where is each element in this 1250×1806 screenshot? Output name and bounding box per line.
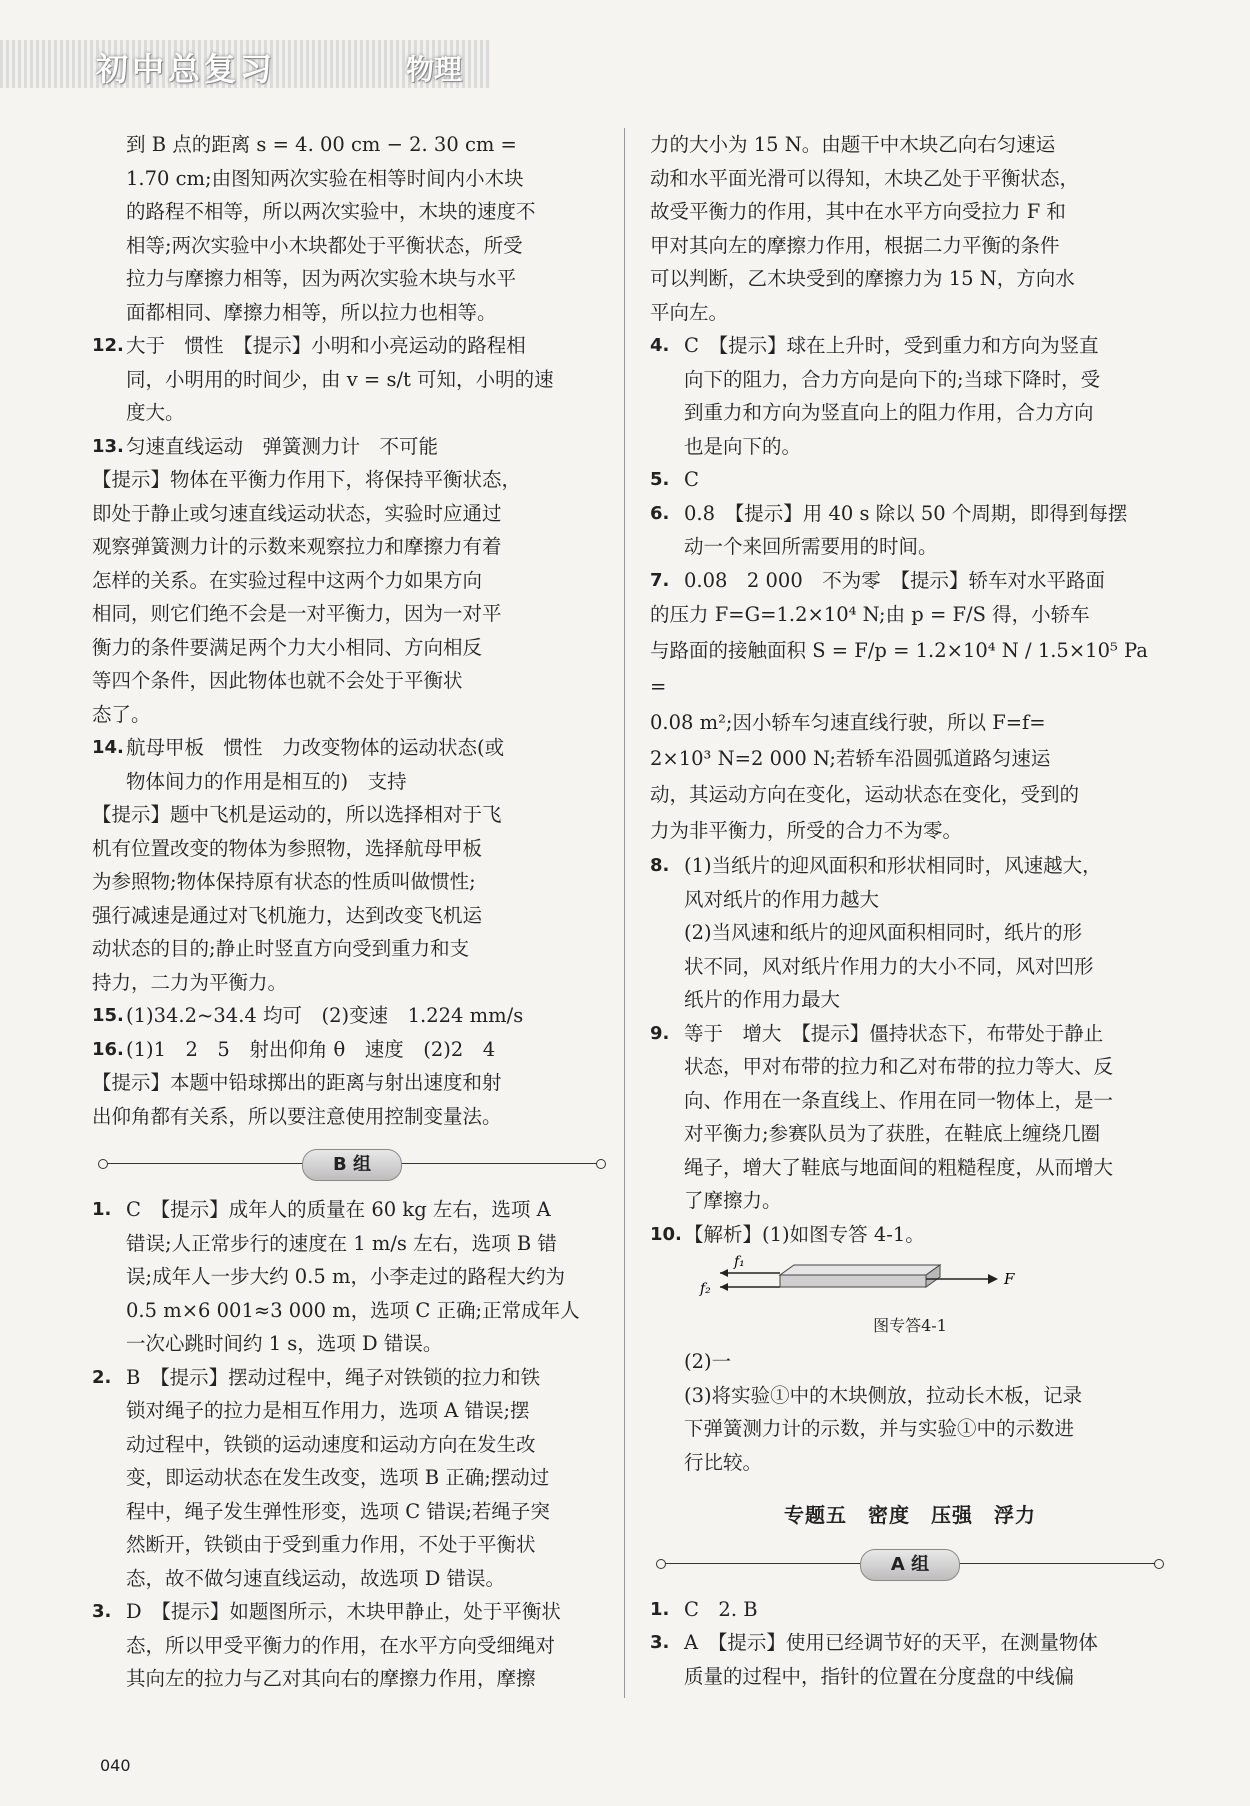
paragraph bbox=[650, 1345, 1170, 1479]
text-line: 【解析】(1)如图专答 4-1。 bbox=[684, 1222, 925, 1246]
question-number: 7. bbox=[650, 569, 670, 591]
group-label: A 组 bbox=[860, 1549, 960, 1581]
answer-12 bbox=[92, 329, 612, 430]
answer-9 bbox=[650, 1017, 1170, 1218]
question-number: 1. bbox=[92, 1199, 112, 1220]
topic-title: 专题五 密度 压强 浮力 bbox=[784, 1503, 1036, 1527]
text-line: 等四个条件，因此物体也就不会处于平衡状 bbox=[92, 669, 463, 692]
text-line: 物体间力的作用是相互的) 支持 bbox=[126, 769, 407, 793]
text-line: C 【提示】球在上升时，受到重力和方向为竖直 bbox=[684, 334, 1099, 357]
text-line: 态，所以甲受平衡力的作用，在水平方向受细绳对 bbox=[126, 1633, 556, 1657]
text-line: 0.08 m²;因小轿车匀速直线行驶，所以 F=f= bbox=[650, 711, 1046, 734]
divider-dot bbox=[596, 1159, 606, 1169]
text-line: 错误;人正常步行的速度在 1 m/s 左右，选项 B 错 bbox=[126, 1231, 557, 1255]
text-line: C 2. B bbox=[684, 1597, 758, 1621]
divider-dot bbox=[1154, 1559, 1164, 1569]
hint-paragraph bbox=[650, 597, 1170, 849]
text-line: 等于 增大 【提示】僵持状态下，布带处于静止 bbox=[684, 1021, 1104, 1045]
text-line: 锁对绳子的拉力是相互作用力，选项 A 错误;摆 bbox=[126, 1399, 530, 1422]
text-line: 程中，绳子发生弹性形变，选项 C 错误;若绳子突 bbox=[126, 1499, 550, 1523]
force-diagram-svg bbox=[690, 1251, 1050, 1321]
answer-a1 bbox=[650, 1593, 1170, 1627]
text-line: 动状态的目的;静止时竖直方向受到重力和支 bbox=[92, 937, 470, 960]
text-line: 力的大小为 15 N。由题干中木块乙向右匀速运 bbox=[650, 133, 1056, 156]
text-line: 变，即运动状态在发生改变，选项 B 正确;摆动过 bbox=[126, 1466, 550, 1489]
text-line: 对平衡力;参赛队员为了获胜，在鞋底上缠绕几圈 bbox=[684, 1122, 1101, 1145]
text-line: 1.70 cm;由图知两次实验在相等时间内小木块 bbox=[126, 166, 524, 190]
text-line: 下弹簧测力计的示数，并与实验①中的示数进 bbox=[684, 1417, 1075, 1440]
question-number: 16. bbox=[92, 1038, 124, 1060]
answer-8 bbox=[650, 849, 1170, 1017]
text-line: 衡力的条件要满足两个力大小相同、方向相反 bbox=[92, 635, 483, 659]
text-line: 态了。 bbox=[92, 702, 151, 726]
text-line: 的路程不相等，所以两次实验中，木块的速度不 bbox=[126, 200, 536, 223]
text-line: 2×10³ N=2 000 N;若轿车沿圆弧道路匀速运 bbox=[650, 747, 1051, 770]
text-line: (2)一 bbox=[684, 1350, 732, 1373]
text-line: 的压力 F=G=1.2×10⁴ N;由 p = F/S 得，小轿车 bbox=[650, 603, 1090, 626]
text-line: (1)34.2~34.4 均可 (2)变速 1.224 mm/s bbox=[126, 1004, 524, 1027]
text-line: 强行减速是通过对飞机施力，达到改变飞机运 bbox=[92, 903, 483, 927]
text-line: 拉力与摩擦力相等，因为两次实验木块与水平 bbox=[126, 267, 517, 290]
text-line: 到重力和方向为竖直向上的阻力作用，合力方向 bbox=[684, 401, 1094, 424]
answer-13 bbox=[92, 430, 612, 464]
F-arrowhead bbox=[988, 1274, 998, 1284]
answer-4 bbox=[650, 329, 1170, 463]
question-number: 8. bbox=[650, 855, 670, 876]
question-number: 2. bbox=[92, 1366, 112, 1388]
text-line: 【提示】物体在平衡力作用下，将保持平衡状态， bbox=[92, 468, 522, 491]
question-number: 13. bbox=[92, 435, 124, 457]
text-line: 匀速直线运动 弹簧测力计 不可能 bbox=[126, 434, 439, 458]
f2-label: f₂ bbox=[700, 1281, 711, 1297]
text-line: 行比较。 bbox=[684, 1450, 763, 1474]
divider-dot bbox=[656, 1559, 666, 1569]
answer-5 bbox=[650, 463, 1170, 497]
force-diagram bbox=[690, 1251, 1170, 1321]
question-number: 10. bbox=[650, 1223, 682, 1245]
hint-paragraph bbox=[92, 798, 612, 999]
text-line: 怎样的关系。在实验过程中这两个力如果方向 bbox=[92, 568, 483, 592]
question-number: 14. bbox=[92, 737, 124, 758]
text-line: 力为非平衡力，所受的合力不为零。 bbox=[650, 819, 963, 842]
section-header-a bbox=[650, 1539, 1170, 1589]
section-header-b bbox=[92, 1139, 612, 1189]
f1-arrowhead bbox=[720, 1269, 728, 1277]
board-front bbox=[780, 1275, 926, 1287]
text-line: 机有位置改变的物体为参照物，选择航母甲板 bbox=[92, 836, 483, 860]
F-label: F bbox=[1004, 1270, 1015, 1288]
question-number: 1. bbox=[650, 1598, 670, 1620]
text-line: 动一个来回所需要用的时间。 bbox=[684, 535, 938, 558]
left-column bbox=[92, 128, 612, 1696]
answer-14 bbox=[92, 731, 612, 798]
text-line: A 【提示】使用已经调节好的天平，在测量物体 bbox=[684, 1631, 1098, 1654]
text-line: 绳子，增大了鞋底与地面间的粗糙程度，从而增大 bbox=[684, 1155, 1114, 1179]
answer-b3 bbox=[92, 1595, 612, 1696]
text-line: C 【提示】成年人的质量在 60 kg 左右，选项 A bbox=[126, 1198, 551, 1221]
text-line: C bbox=[684, 468, 699, 491]
answer-7 bbox=[650, 564, 1170, 598]
text-line: 与路面的接触面积 S = F/p = 1.2×10⁴ N / 1.5×10⁵ Pa = bbox=[650, 639, 1148, 698]
text-line: 【提示】题中飞机是运动的，所以选择相对于飞 bbox=[92, 803, 502, 826]
question-number: 5. bbox=[650, 469, 670, 490]
text-line: D 【提示】如题图所示，木块甲静止，处于平衡状 bbox=[126, 1600, 561, 1623]
text-line: (2)当风速和纸片的迎风面积相同时，纸片的形 bbox=[684, 921, 1083, 944]
text-line: 状不同，风对纸片作用力的大小不同，风对凹形 bbox=[684, 954, 1094, 978]
text-line: 度大。 bbox=[126, 401, 185, 424]
answer-15 bbox=[92, 999, 612, 1033]
answer-16 bbox=[92, 1033, 612, 1067]
book-title: 初中总复习 bbox=[96, 50, 277, 88]
text-line: 相同，则它们绝不会是一对平衡力，因为一对平 bbox=[92, 602, 502, 625]
text-line: 持力，二力为平衡力。 bbox=[92, 970, 288, 994]
text-line: 出仰角都有关系，所以要注意使用控制变量法。 bbox=[92, 1104, 502, 1128]
text-line: B 【提示】摆动过程中，绳子对铁锁的拉力和铁 bbox=[126, 1365, 541, 1389]
f2-arrowhead bbox=[720, 1283, 728, 1291]
text-line: 相等;两次实验中小木块都处于平衡状态，所受 bbox=[126, 233, 523, 257]
answer-a3 bbox=[650, 1626, 1170, 1693]
text-line: (3)将实验①中的木块侧放，拉动长木板，记录 bbox=[684, 1383, 1083, 1407]
text-line: 其向左的拉力与乙对其向右的摩擦力作用，摩擦 bbox=[126, 1667, 536, 1690]
question-number: 3. bbox=[650, 1632, 670, 1653]
question-number: 15. bbox=[92, 1005, 124, 1026]
text-line: 面都相同、摩擦力相等，所以拉力也相等。 bbox=[126, 300, 497, 324]
text-line: 大于 惯性 【提示】小明和小亮运动的路程相 bbox=[126, 334, 526, 357]
answer-10 bbox=[650, 1218, 1170, 1252]
subject-label: 物理 bbox=[406, 53, 463, 86]
text-line: 状态，甲对布带的拉力和乙对布带的拉力等大、反 bbox=[684, 1055, 1114, 1078]
text-line: 风对纸片的作用力越大 bbox=[684, 887, 880, 911]
text-line: 到 B 点的距离 s = 4. 00 cm − 2. 30 cm = bbox=[126, 133, 517, 156]
text-line: 向下的阻力，合力方向是向下的;当球下降时，受 bbox=[684, 367, 1101, 391]
answer-6 bbox=[650, 497, 1170, 564]
answer-b2 bbox=[92, 1361, 612, 1596]
text-line: 纸片的作用力最大 bbox=[684, 988, 841, 1011]
text-line: 0.8 【提示】用 40 s 除以 50 个周期，即得到每摆 bbox=[684, 501, 1128, 525]
text-line: 观察弹簧测力计的示数来观察拉力和摩擦力有着 bbox=[92, 535, 502, 558]
text-line: 一次心跳时间约 1 s，选项 D 错误。 bbox=[126, 1332, 443, 1355]
text-line: 可以判断，乙木块受到的摩擦力为 15 N，方向水 bbox=[650, 267, 1075, 290]
text-line: 航母甲板 惯性 力改变物体的运动状态(或 bbox=[126, 736, 505, 759]
text-line: 向、作用在一条直线上、作用在同一物体上，是一 bbox=[684, 1088, 1114, 1112]
text-line: 了摩擦力。 bbox=[684, 1189, 782, 1212]
question-number: 6. bbox=[650, 502, 670, 524]
answer-b1 bbox=[92, 1193, 612, 1361]
text-line: (1)1 2 5 射出仰角 θ 速度 (2)2 4 bbox=[126, 1037, 496, 1061]
text-line: 故受平衡力的作用，其中在水平方向受拉力 F 和 bbox=[650, 200, 1066, 223]
figure-caption: 图专答4-1 bbox=[873, 1316, 947, 1335]
text-line: 态，故不做匀速直线运动，故选项 D 错误。 bbox=[126, 1566, 506, 1590]
text-line: 动，其运动方向在变化，运动状态在变化，受到的 bbox=[650, 783, 1080, 806]
f1-label: f₁ bbox=[734, 1254, 745, 1270]
question-number: 3. bbox=[92, 1601, 112, 1622]
divider-dot bbox=[98, 1159, 108, 1169]
text-line: 0.5 m×6 001≈3 000 m，选项 C 正确;正常成年人 bbox=[126, 1298, 580, 1322]
text-line: 为参照物;物体保持原有状态的性质叫做惯性; bbox=[92, 870, 476, 893]
text-line: (1)当纸片的迎风面积和形状相同时，风速越大， bbox=[684, 854, 1102, 877]
text-line: 动和水平面光滑可以得知，木块乙处于平衡状态， bbox=[650, 166, 1080, 190]
text-line: 也是向下的。 bbox=[684, 434, 802, 458]
column-divider bbox=[624, 128, 625, 1698]
group-label: B 组 bbox=[302, 1149, 402, 1181]
text-line: 动过程中，铁锁的运动速度和运动方向在发生改 bbox=[126, 1432, 536, 1456]
text-line: 即处于静止或匀速直线运动状态，实验时应通过 bbox=[92, 501, 502, 525]
hint-paragraph bbox=[92, 463, 612, 731]
text-line: 误;成年人一步大约 0.5 m，小李走过的路程大约为 bbox=[126, 1265, 565, 1288]
text-line: 平向左。 bbox=[650, 300, 729, 324]
text-line: 甲对其向左的摩擦力作用，根据二力平衡的条件 bbox=[650, 233, 1060, 257]
text-line: 0.08 2 000 不为零 【提示】轿车对水平路面 bbox=[684, 568, 1105, 592]
paragraph bbox=[650, 128, 1170, 329]
hint-paragraph bbox=[92, 1066, 612, 1133]
text-line: 同，小明用的时间少，由 v = s/t 可知，小明的速 bbox=[126, 367, 554, 391]
text-line: 质量的过程中，指针的位置在分度盘的中线偏 bbox=[684, 1664, 1075, 1688]
paragraph bbox=[92, 128, 612, 329]
text-line: 然断开，铁锁由于受到重力作用，不处于平衡状 bbox=[126, 1533, 536, 1556]
page-number: 040 bbox=[100, 1756, 131, 1775]
text-line: 【提示】本题中铅球掷出的距离与射出速度和射 bbox=[92, 1071, 502, 1094]
question-number: 9. bbox=[650, 1022, 670, 1044]
question-number: 12. bbox=[92, 335, 124, 356]
board-top bbox=[780, 1265, 940, 1275]
question-number: 4. bbox=[650, 335, 670, 356]
right-column bbox=[650, 128, 1170, 1693]
